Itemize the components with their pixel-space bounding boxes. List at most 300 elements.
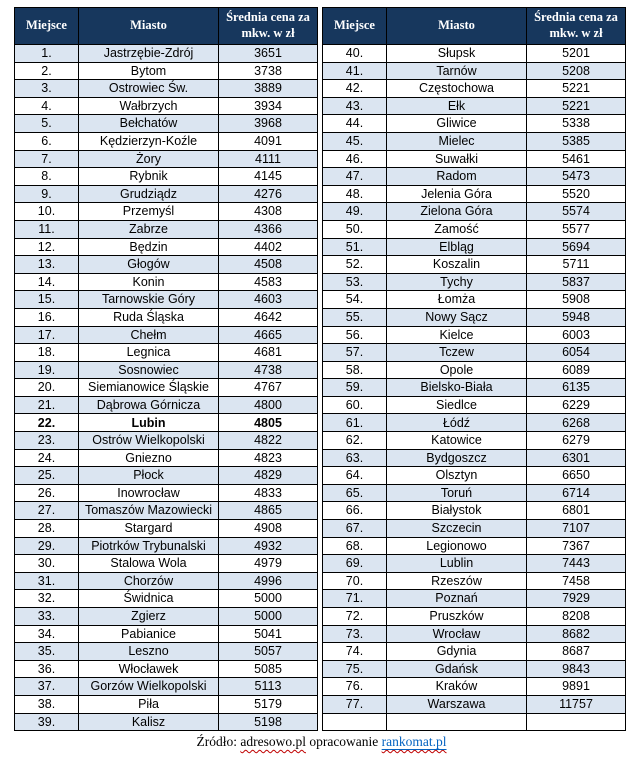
cell-rank: 13. (15, 256, 79, 274)
cell-price: 11757 (527, 695, 626, 713)
table-row (323, 291, 626, 309)
cell-price: 6135 (527, 379, 626, 397)
cell-price: 4642 (219, 308, 318, 326)
table-row (15, 625, 318, 643)
cell-city: Pabianice (79, 625, 219, 643)
cell-rank: 63. (323, 449, 387, 467)
cell-city: Częstochowa (387, 80, 527, 98)
col-header-price: Średnia cena za mkw. w zł (219, 8, 318, 45)
cell-rank: 71. (323, 590, 387, 608)
cell-price: 4665 (219, 326, 318, 344)
price-table-right (322, 7, 626, 731)
cell-city: Ostrów Wielkopolski (79, 432, 219, 450)
table-row (323, 168, 626, 186)
cell-city: Jelenia Góra (387, 185, 527, 203)
cell-price: 5837 (527, 273, 626, 291)
col-header-price: Średnia cena za mkw. w zł (527, 8, 626, 45)
cell-rank: 15. (15, 291, 79, 309)
cell-city: Stalowa Wola (79, 555, 219, 573)
cell-city: Gdańsk (387, 660, 527, 678)
cell-city: Bydgoszcz (387, 449, 527, 467)
cell-price: 8208 (527, 608, 626, 626)
cell-price: 4276 (219, 185, 318, 203)
table-row (323, 660, 626, 678)
cell-rank: 16. (15, 308, 79, 326)
cell-city: Bielsko-Biała (387, 379, 527, 397)
cell-price: 4800 (219, 396, 318, 414)
cell-price: 9891 (527, 678, 626, 696)
cell-price: 5000 (219, 608, 318, 626)
cell-rank: 40. (323, 45, 387, 63)
cell-rank: 45. (323, 132, 387, 150)
table-row (15, 203, 318, 221)
cell-city: Nowy Sącz (387, 308, 527, 326)
cell-price: 4805 (219, 414, 318, 432)
cell-price: 5908 (527, 291, 626, 309)
cell-rank: 60. (323, 396, 387, 414)
col-header-miasto: Miasto (387, 8, 527, 45)
cell-city: Leszno (79, 643, 219, 661)
table-row (323, 678, 626, 696)
cell-rank: 30. (15, 555, 79, 573)
table-row (15, 520, 318, 538)
cell-price: 7929 (527, 590, 626, 608)
table-row (15, 115, 318, 133)
price-tables-container (14, 7, 626, 731)
cell-city: Elbląg (387, 238, 527, 256)
cell-rank: 55. (323, 308, 387, 326)
table-row (323, 326, 626, 344)
cell-price: 5000 (219, 590, 318, 608)
cell-price: 5221 (527, 97, 626, 115)
cell-rank: 64. (323, 467, 387, 485)
cell-rank: 8. (15, 168, 79, 186)
table-row (15, 713, 318, 731)
cell-rank: 5. (15, 115, 79, 133)
table-row (323, 590, 626, 608)
cell-price: 5948 (527, 308, 626, 326)
cell-rank: 75. (323, 660, 387, 678)
cell-price: 4829 (219, 467, 318, 485)
cell-city: Suwałki (387, 150, 527, 168)
cell-city: Pruszków (387, 608, 527, 626)
cell-rank: 51. (323, 238, 387, 256)
source-middle: opracowanie (309, 734, 379, 749)
cell-price: 4823 (219, 449, 318, 467)
cell-price: 5694 (527, 238, 626, 256)
table-row (323, 484, 626, 502)
cell-rank: 37. (15, 678, 79, 696)
cell-city: Dąbrowa Górnicza (79, 396, 219, 414)
cell-rank: 57. (323, 344, 387, 362)
cell-rank: 61. (323, 414, 387, 432)
cell-price: 7367 (527, 537, 626, 555)
cell-price: 7458 (527, 572, 626, 590)
table-row (15, 97, 318, 115)
table-row (323, 432, 626, 450)
cell-price: 4583 (219, 273, 318, 291)
cell-rank: 34. (15, 625, 79, 643)
cell-rank: 67. (323, 520, 387, 538)
table-row (15, 256, 318, 274)
cell-price: 6229 (527, 396, 626, 414)
cell-price: 6279 (527, 432, 626, 450)
cell-rank: 18. (15, 344, 79, 362)
table-header (323, 8, 626, 45)
table-row (15, 220, 318, 238)
source-prefix: Źródło: (196, 734, 237, 749)
cell-rank: 52. (323, 256, 387, 274)
cell-price: 4145 (219, 168, 318, 186)
cell-rank: 46. (323, 150, 387, 168)
cell-price: 5179 (219, 695, 318, 713)
table-row (323, 203, 626, 221)
table-row (323, 537, 626, 555)
cell-price: 4402 (219, 238, 318, 256)
cell-city (387, 713, 527, 731)
cell-price: 5520 (527, 185, 626, 203)
table-row (15, 467, 318, 485)
cell-price: 5057 (219, 643, 318, 661)
cell-price: 5198 (219, 713, 318, 731)
cell-city: Opole (387, 361, 527, 379)
cell-price: 5221 (527, 80, 626, 98)
table-row (323, 361, 626, 379)
table-row (15, 678, 318, 696)
cell-rank: 19. (15, 361, 79, 379)
table-row (323, 695, 626, 713)
source-note (0, 734, 643, 750)
cell-city: Koszalin (387, 256, 527, 274)
cell-price: 4767 (219, 379, 318, 397)
cell-rank: 2. (15, 62, 79, 80)
cell-price: 5711 (527, 256, 626, 274)
cell-price: 4996 (219, 572, 318, 590)
cell-rank (323, 713, 387, 731)
cell-city: Grudziądz (79, 185, 219, 203)
table-row (15, 132, 318, 150)
source-text-adresowo: adresowo.pl (240, 734, 306, 749)
cell-city: Kraków (387, 678, 527, 696)
cell-city: Gorzów Wielkopolski (79, 678, 219, 696)
cell-city: Ełk (387, 97, 527, 115)
cell-rank: 77. (323, 695, 387, 713)
cell-city: Legionowo (387, 537, 527, 555)
cell-price: 3738 (219, 62, 318, 80)
table-row (15, 590, 318, 608)
cell-rank: 74. (323, 643, 387, 661)
cell-city: Łomża (387, 291, 527, 309)
cell-city: Inowrocław (79, 484, 219, 502)
cell-city: Bełchatów (79, 115, 219, 133)
cell-price: 3934 (219, 97, 318, 115)
cell-price: 4308 (219, 203, 318, 221)
table-row (323, 379, 626, 397)
table-row (15, 643, 318, 661)
cell-rank: 31. (15, 572, 79, 590)
cell-price: 5473 (527, 168, 626, 186)
table-row (323, 220, 626, 238)
cell-city: Gniezno (79, 449, 219, 467)
table-row (15, 695, 318, 713)
cell-price: 3651 (219, 45, 318, 63)
cell-rank: 29. (15, 537, 79, 555)
col-header-miasto: Miasto (79, 8, 219, 45)
cell-price (527, 713, 626, 731)
cell-price: 5577 (527, 220, 626, 238)
cell-price: 8687 (527, 643, 626, 661)
cell-price: 5461 (527, 150, 626, 168)
cell-rank: 50. (323, 220, 387, 238)
cell-city: Ostrowiec Św. (79, 80, 219, 98)
table-row (323, 414, 626, 432)
table-row (15, 502, 318, 520)
table-row (323, 449, 626, 467)
cell-rank: 7. (15, 150, 79, 168)
cell-rank: 54. (323, 291, 387, 309)
cell-city: Żory (79, 150, 219, 168)
source-link-rankomat[interactable]: rankomat.pl (381, 734, 447, 749)
cell-rank: 14. (15, 273, 79, 291)
table-row (323, 625, 626, 643)
cell-rank: 41. (323, 62, 387, 80)
cell-rank: 4. (15, 97, 79, 115)
table-row (323, 572, 626, 590)
table-row (323, 344, 626, 362)
cell-rank: 11. (15, 220, 79, 238)
cell-rank: 26. (15, 484, 79, 502)
table-row (323, 520, 626, 538)
table-row (323, 608, 626, 626)
cell-rank: 28. (15, 520, 79, 538)
table-row (323, 467, 626, 485)
cell-rank: 49. (323, 203, 387, 221)
cell-rank: 68. (323, 537, 387, 555)
table-row (323, 396, 626, 414)
cell-city: Gliwice (387, 115, 527, 133)
cell-price: 4738 (219, 361, 318, 379)
table-row (323, 132, 626, 150)
cell-rank: 58. (323, 361, 387, 379)
table-row (15, 537, 318, 555)
cell-rank: 12. (15, 238, 79, 256)
cell-price: 6089 (527, 361, 626, 379)
col-header-miejsce: Miejsce (323, 8, 387, 45)
cell-price: 3968 (219, 115, 318, 133)
cell-price: 4908 (219, 520, 318, 538)
cell-price: 5113 (219, 678, 318, 696)
source-link-wrap (382, 734, 447, 749)
cell-city: Łódź (387, 414, 527, 432)
cell-rank: 23. (15, 432, 79, 450)
col-header-miejsce: Miejsce (15, 8, 79, 45)
cell-city: Legnica (79, 344, 219, 362)
cell-price: 4091 (219, 132, 318, 150)
cell-rank: 10. (15, 203, 79, 221)
cell-price: 5041 (219, 625, 318, 643)
cell-city: Jastrzębie-Zdrój (79, 45, 219, 63)
cell-city: Zamość (387, 220, 527, 238)
cell-rank: 1. (15, 45, 79, 63)
table-row (323, 150, 626, 168)
cell-price: 6301 (527, 449, 626, 467)
table-row (323, 273, 626, 291)
cell-rank: 32. (15, 590, 79, 608)
cell-price: 4508 (219, 256, 318, 274)
cell-city: Gdynia (387, 643, 527, 661)
cell-price: 5574 (527, 203, 626, 221)
table-row (323, 502, 626, 520)
cell-city: Chorzów (79, 572, 219, 590)
cell-city: Szczecin (387, 520, 527, 538)
cell-rank: 35. (15, 643, 79, 661)
cell-city: Tarnów (387, 62, 527, 80)
cell-price: 5208 (527, 62, 626, 80)
cell-rank: 66. (323, 502, 387, 520)
cell-city: Przemyśl (79, 203, 219, 221)
table-row (15, 291, 318, 309)
cell-city: Głogów (79, 256, 219, 274)
table-row (323, 97, 626, 115)
cell-rank: 72. (323, 608, 387, 626)
cell-city: Warszawa (387, 695, 527, 713)
table-row (15, 80, 318, 98)
cell-rank: 48. (323, 185, 387, 203)
cell-city: Wrocław (387, 625, 527, 643)
cell-price: 4865 (219, 502, 318, 520)
cell-price: 4833 (219, 484, 318, 502)
table-row (15, 449, 318, 467)
cell-rank: 73. (323, 625, 387, 643)
cell-price: 5385 (527, 132, 626, 150)
cell-rank: 24. (15, 449, 79, 467)
cell-rank: 38. (15, 695, 79, 713)
cell-price: 4681 (219, 344, 318, 362)
cell-city: Konin (79, 273, 219, 291)
cell-city: Tczew (387, 344, 527, 362)
cell-rank: 36. (15, 660, 79, 678)
cell-city: Wałbrzych (79, 97, 219, 115)
table-row (323, 555, 626, 573)
cell-rank: 9. (15, 185, 79, 203)
table-row (15, 344, 318, 362)
cell-price: 6003 (527, 326, 626, 344)
cell-price: 6054 (527, 344, 626, 362)
table-row (15, 432, 318, 450)
table-row (323, 713, 626, 731)
table-row (15, 150, 318, 168)
cell-city: Mielec (387, 132, 527, 150)
cell-price: 5085 (219, 660, 318, 678)
cell-price: 7107 (527, 520, 626, 538)
cell-city: Kędzierzyn-Koźle (79, 132, 219, 150)
cell-rank: 39. (15, 713, 79, 731)
cell-price: 4932 (219, 537, 318, 555)
cell-rank: 53. (323, 273, 387, 291)
cell-price: 7443 (527, 555, 626, 573)
cell-city: Stargard (79, 520, 219, 538)
cell-city: Chełm (79, 326, 219, 344)
table-row (323, 115, 626, 133)
cell-city: Zabrze (79, 220, 219, 238)
cell-rank: 76. (323, 678, 387, 696)
cell-rank: 62. (323, 432, 387, 450)
cell-price: 4366 (219, 220, 318, 238)
cell-rank: 59. (323, 379, 387, 397)
table-row (323, 308, 626, 326)
table-row (15, 396, 318, 414)
table-row (15, 555, 318, 573)
cell-city: Kielce (387, 326, 527, 344)
cell-rank: 25. (15, 467, 79, 485)
cell-rank: 33. (15, 608, 79, 626)
cell-rank: 20. (15, 379, 79, 397)
cell-price: 4603 (219, 291, 318, 309)
cell-city: Olsztyn (387, 467, 527, 485)
cell-rank: 6. (15, 132, 79, 150)
cell-city: Bytom (79, 62, 219, 80)
cell-price: 4111 (219, 150, 318, 168)
cell-city: Poznań (387, 590, 527, 608)
cell-city: Tarnowskie Góry (79, 291, 219, 309)
cell-city: Słupsk (387, 45, 527, 63)
cell-city: Lubin (79, 414, 219, 432)
table-row (323, 80, 626, 98)
cell-price: 6714 (527, 484, 626, 502)
cell-city: Świdnica (79, 590, 219, 608)
table-row (15, 185, 318, 203)
cell-city: Kalisz (79, 713, 219, 731)
cell-city: Ruda Śląska (79, 308, 219, 326)
cell-city: Zielona Góra (387, 203, 527, 221)
cell-rank: 21. (15, 396, 79, 414)
cell-city: Lublin (387, 555, 527, 573)
cell-city: Białystok (387, 502, 527, 520)
cell-rank: 43. (323, 97, 387, 115)
table-row (15, 379, 318, 397)
cell-city: Zgierz (79, 608, 219, 626)
cell-rank: 42. (323, 80, 387, 98)
cell-city: Rzeszów (387, 572, 527, 590)
cell-price: 5338 (527, 115, 626, 133)
cell-rank: 3. (15, 80, 79, 98)
cell-city: Płock (79, 467, 219, 485)
cell-city: Rybnik (79, 168, 219, 186)
cell-rank: 22. (15, 414, 79, 432)
cell-city: Piła (79, 695, 219, 713)
cell-city: Tomaszów Mazowiecki (79, 502, 219, 520)
cell-city: Sosnowiec (79, 361, 219, 379)
cell-city: Katowice (387, 432, 527, 450)
cell-city: Toruń (387, 484, 527, 502)
cell-price: 4979 (219, 555, 318, 573)
cell-rank: 70. (323, 572, 387, 590)
cell-city: Będzin (79, 238, 219, 256)
table-row (15, 414, 318, 432)
table-row (15, 308, 318, 326)
cell-city: Siemianowice Śląskie (79, 379, 219, 397)
table-row (15, 660, 318, 678)
cell-rank: 17. (15, 326, 79, 344)
cell-price: 4822 (219, 432, 318, 450)
cell-city: Radom (387, 168, 527, 186)
table-row (323, 185, 626, 203)
cell-price: 6650 (527, 467, 626, 485)
table-row (15, 273, 318, 291)
table-row (323, 238, 626, 256)
table-row (15, 572, 318, 590)
cell-price: 6268 (527, 414, 626, 432)
